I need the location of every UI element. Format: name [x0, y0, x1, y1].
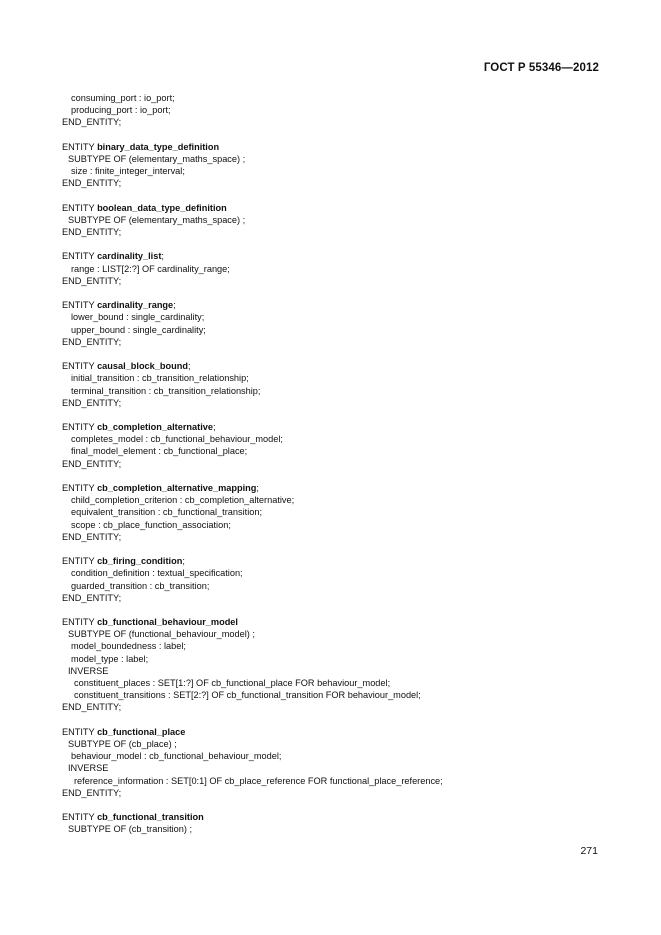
entity-clause: SUBTYPE OF (elementary_maths_space) ; — [68, 153, 246, 164]
entity-declaration — [62, 421, 622, 433]
entity-terminator: ; — [187, 361, 191, 372]
entity-name: binary_data_type_definition — [97, 141, 220, 152]
block-spacer — [62, 129, 622, 141]
entity-attribute: consuming_port : io_port; — [71, 93, 175, 103]
end-entity: END_ENTITY; — [62, 275, 122, 286]
entity-clause: SUBTYPE OF (elementary_maths_space) ; — [68, 214, 246, 225]
entity-attribute: constituent_places : SET[1:?] OF cb_functional_place FOR behaviour_model; — [74, 678, 391, 688]
entity-block-cb-completion-alternative — [62, 421, 622, 470]
block-spacer — [62, 714, 622, 726]
entity-block-cb-functional-behaviour-model — [62, 616, 622, 714]
entity-attribute: completes_model : cb_functional_behaviour_model; — [71, 434, 283, 445]
entity-attribute: lower_bound : single_cardinality; — [71, 312, 205, 323]
entity-block-causal-block-bound — [62, 360, 622, 409]
entity-clause: SUBTYPE OF (functional_behaviour_model) ; — [68, 629, 255, 640]
entity-keyword: ENTITY — [62, 251, 98, 262]
entity-attribute: constituent_transitions : SET[2:?] OF cb_functional_transition FOR behaviour_model; — [74, 690, 421, 701]
block-spacer — [62, 190, 622, 202]
entity-block-cardinality-list — [62, 250, 622, 287]
block-spacer — [62, 409, 622, 421]
entity-name: cardinality_range — [97, 300, 174, 311]
entity-declaration — [62, 482, 622, 494]
document-id: ГОСТ Р 55346—2012 — [483, 62, 599, 74]
entity-terminator: ; — [161, 251, 164, 262]
entity-attribute: scope : cb_place_function_association; — [71, 519, 231, 530]
entity-block-cb-firing-condition — [62, 555, 622, 604]
entity-block-cb-functional-transition — [62, 811, 622, 835]
end-entity: END_ENTITY; — [62, 117, 122, 128]
entity-name: cb_functional_place — [97, 726, 186, 737]
end-entity: END_ENTITY; — [62, 702, 122, 713]
entity-declaration — [62, 299, 622, 311]
entity-attribute: child_completion_criterion : cb_completion_alternative; — [71, 495, 295, 506]
block-spacer — [62, 470, 622, 482]
entity-keyword: ENTITY — [62, 812, 98, 823]
entity-name: causal_block_bound — [97, 361, 188, 372]
entity-block-continued — [62, 92, 622, 129]
end-entity: END_ENTITY; — [62, 458, 122, 469]
entity-block-cardinality-range — [62, 299, 622, 348]
entity-keyword: ENTITY — [62, 617, 98, 628]
entity-name: cardinality_list — [97, 251, 162, 262]
entity-attribute: behaviour_model : cb_functional_behaviour_model; — [71, 751, 282, 762]
entity-attribute: producing_port : io_port; — [71, 105, 171, 116]
entity-keyword: ENTITY — [62, 141, 98, 152]
entity-keyword: ENTITY — [62, 483, 98, 493]
entity-keyword: ENTITY — [62, 300, 98, 311]
entity-keyword: ENTITY — [62, 361, 98, 372]
entity-block-cb-functional-place — [62, 726, 622, 799]
entity-attribute: size : finite_integer_interval; — [71, 166, 185, 177]
end-entity: END_ENTITY; — [62, 178, 122, 189]
entity-terminator: ; — [182, 556, 185, 567]
block-spacer — [62, 543, 622, 555]
end-entity: END_ENTITY; — [62, 787, 122, 798]
entity-attribute: terminal_transition : cb_transition_relationship; — [71, 385, 261, 396]
entity-attribute: upper_bound : single_cardinality; — [71, 324, 206, 335]
block-spacer — [62, 799, 622, 811]
entity-attribute: range : LIST[2:?] OF cardinality_range; — [71, 263, 230, 274]
block-spacer — [62, 238, 622, 250]
entity-declaration — [62, 202, 622, 214]
entity-clause: SUBTYPE OF (cb_place) ; — [68, 738, 177, 749]
entity-name: cb_firing_condition — [97, 556, 183, 567]
entity-keyword: ENTITY — [62, 422, 98, 433]
entity-block-cb-completion-alternative-mapping — [62, 482, 622, 543]
entity-declaration — [62, 141, 622, 153]
entity-name: cb_completion_alternative_mapping — [97, 483, 257, 493]
entity-name: boolean_data_type_definition — [97, 202, 227, 213]
entity-declaration — [62, 616, 622, 628]
entity-block-boolean-data-type-definition — [62, 202, 622, 239]
block-spacer — [62, 348, 622, 360]
entity-keyword: ENTITY — [62, 726, 98, 737]
entity-attribute: condition_definition : textual_specification; — [71, 568, 243, 579]
entity-attribute: final_model_element : cb_functional_place; — [71, 446, 248, 457]
entity-clause: INVERSE — [68, 665, 109, 676]
entity-name: cb_functional_behaviour_model — [97, 617, 238, 628]
entity-terminator: ; — [173, 300, 176, 311]
entity-declaration — [62, 250, 622, 262]
entity-attribute: model_boundedness : label; — [71, 641, 186, 652]
entity-clause: SUBTYPE OF (cb_transition) ; — [68, 824, 193, 835]
entity-declaration — [62, 555, 622, 567]
entity-name: cb_completion_alternative — [97, 422, 213, 433]
entity-declaration — [62, 811, 622, 823]
page-number: 271 — [580, 845, 598, 857]
end-entity: END_ENTITY; — [62, 397, 122, 408]
entity-keyword: ENTITY — [62, 556, 98, 567]
entity-attribute: initial_transition : cb_transition_relationship; — [71, 373, 249, 384]
entity-block-binary-data-type-definition — [62, 141, 622, 190]
entity-name: cb_functional_transition — [97, 812, 204, 823]
block-spacer — [62, 604, 622, 616]
entity-terminator: ; — [212, 422, 216, 433]
entity-keyword: ENTITY — [62, 202, 98, 213]
end-entity: END_ENTITY; — [62, 336, 122, 347]
entity-attribute: guarded_transition : cb_transition; — [71, 580, 210, 591]
entity-declaration — [62, 726, 622, 738]
end-entity: END_ENTITY; — [62, 592, 122, 603]
entity-attribute: equivalent_transition : cb_functional_transition; — [71, 507, 263, 518]
entity-terminator: ; — [256, 483, 259, 493]
entity-attribute: model_type : label; — [71, 653, 149, 664]
entity-attribute: reference_information : SET[0:1] OF cb_place_reference FOR functional_place_reference; — [74, 775, 443, 786]
end-entity: END_ENTITY; — [62, 227, 122, 238]
entity-clause: INVERSE — [68, 763, 109, 774]
entity-declaration — [62, 360, 622, 372]
express-schema-listing — [62, 92, 622, 835]
block-spacer — [62, 287, 622, 299]
end-entity: END_ENTITY; — [62, 531, 122, 542]
